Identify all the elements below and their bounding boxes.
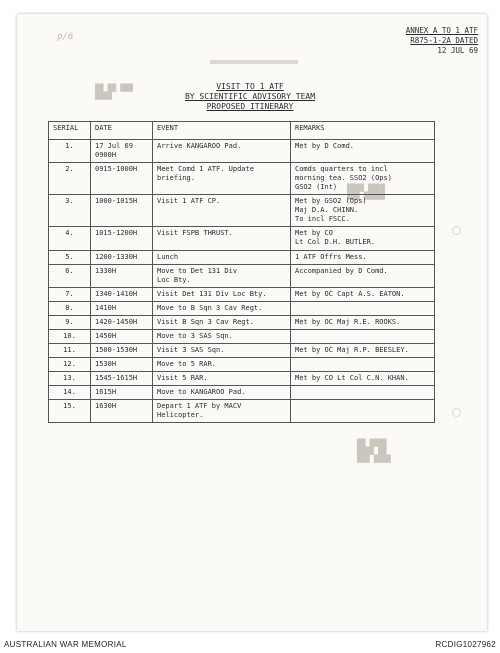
event-cell: [153, 358, 291, 372]
annex-title: ANNEX A TO 1 ATF: [405, 26, 478, 35]
event-cell: [153, 265, 291, 288]
table-row: [49, 265, 435, 288]
date-line: 17 Jul 69: [95, 142, 133, 150]
archive-id: RCDIG1027962: [435, 640, 496, 649]
event-line: briefing.: [157, 174, 195, 182]
serial-cell: 13.: [49, 372, 91, 386]
event-line: Visit Det 131 Div Loc Bty.: [157, 290, 267, 298]
event-line: Move to Det 131 Div: [157, 267, 238, 275]
bleed-through-text: ████ ████ ███ █████: [347, 184, 385, 200]
date-cell: [91, 400, 153, 423]
serial-cell: 12.: [49, 358, 91, 372]
date-line: 1450H: [95, 332, 117, 340]
serial-cell: 14.: [49, 386, 91, 400]
remarks-line: To incl FSCC.: [295, 215, 350, 223]
itinerary-rows: [49, 140, 435, 423]
date-cell: [91, 195, 153, 227]
date-cell: [91, 251, 153, 265]
date-line: 0915-1000H: [95, 165, 138, 173]
remarks-cell: [291, 251, 435, 265]
date-line: 1500-1530H: [95, 346, 138, 354]
table-row: [49, 302, 435, 316]
table-header-row: [49, 122, 435, 140]
event-line: Depart 1 ATF by MACV: [157, 402, 242, 410]
annex-reference: [406, 26, 478, 56]
event-line: Visit 3 SAS Sqn.: [157, 346, 225, 354]
remarks-line: morning tea. SSO2 (Ops): [295, 174, 392, 182]
event-cell: [153, 302, 291, 316]
date-cell: [91, 265, 153, 288]
remarks-line: Comds quarters to incl: [295, 165, 388, 173]
event-line: Visit B Sqn 3 Cav Regt.: [157, 318, 254, 326]
remarks-cell: [291, 227, 435, 251]
date-cell: [91, 358, 153, 372]
header-serial: SERIAL: [49, 122, 91, 140]
event-line: Visit 1 ATF CP.: [157, 197, 221, 205]
date-line: 1545-1615H: [95, 374, 138, 382]
event-cell: [153, 195, 291, 227]
itinerary-table: [48, 121, 435, 423]
table-row: [49, 251, 435, 265]
date-line: 0900H: [95, 151, 117, 159]
annex-ref-number: R875-1-2A DATED: [410, 36, 478, 45]
header-event: EVENT: [153, 122, 291, 140]
event-cell: [153, 372, 291, 386]
table-row: [49, 227, 435, 251]
remarks-cell: [291, 316, 435, 330]
table-row: [49, 358, 435, 372]
serial-cell: 6.: [49, 265, 91, 288]
date-cell: [91, 302, 153, 316]
date-line: 1000-1015H: [95, 197, 138, 205]
date-cell: [91, 163, 153, 195]
serial-cell: 8.: [49, 302, 91, 316]
event-cell: [153, 251, 291, 265]
remarks-line: Met by CO Lt Col C.N. KHAN.: [295, 374, 409, 382]
punch-hole: [452, 408, 461, 417]
event-line: Move to 3 SAS Sqn.: [157, 332, 233, 340]
date-line: 1330H: [95, 267, 117, 275]
event-cell: [153, 330, 291, 344]
date-cell: [91, 140, 153, 163]
remarks-cell: [291, 386, 435, 400]
table-row: [49, 330, 435, 344]
table-row: [49, 386, 435, 400]
faded-heading-bar: [210, 60, 298, 64]
date-line: 1410H: [95, 304, 117, 312]
serial-cell: 11.: [49, 344, 91, 358]
date-line: 1630H: [95, 402, 117, 410]
remarks-line: Met by D Comd.: [295, 142, 355, 150]
remarks-cell: [291, 163, 435, 195]
remarks-line: Accompanied by D Comd.: [295, 267, 388, 275]
annex-date: 12 JUL 69: [437, 46, 478, 55]
date-cell: [91, 344, 153, 358]
serial-cell: 10.: [49, 330, 91, 344]
event-line: Arrive KANGAROO Pad.: [157, 142, 242, 150]
serial-cell: 15.: [49, 400, 91, 423]
punch-hole: [452, 226, 461, 235]
document-title: [0, 82, 500, 112]
serial-cell: 1.: [49, 140, 91, 163]
remarks-cell: [291, 195, 435, 227]
event-line: Visit 5 RAR.: [157, 374, 208, 382]
remarks-line: GSO2 (Int): [295, 183, 338, 191]
serial-cell: 5.: [49, 251, 91, 265]
remarks-cell: [291, 372, 435, 386]
date-cell: [91, 372, 153, 386]
title-line-2: BY SCIENTIFIC ADVISORY TEAM: [184, 92, 316, 101]
event-line: Loc Bty.: [157, 276, 191, 284]
event-line: Visit FSPB THRUST.: [157, 229, 233, 237]
table-row: [49, 140, 435, 163]
remarks-cell: [291, 288, 435, 302]
event-cell: [153, 400, 291, 423]
remarks-line: Met by OC Maj R.E. ROOKS.: [295, 318, 401, 326]
event-line: Move to 5 RAR.: [157, 360, 217, 368]
serial-cell: 7.: [49, 288, 91, 302]
event-cell: [153, 227, 291, 251]
event-line: Meet Comd 1 ATF. Update: [157, 165, 254, 173]
table-row: [49, 400, 435, 423]
date-cell: [91, 330, 153, 344]
date-line: 1615H: [95, 388, 117, 396]
handwritten-mark: ρ/6: [57, 32, 74, 42]
remarks-line: Maj D.A. CHINN.: [295, 206, 359, 214]
remarks-line: Met by OC Maj R.P. BEESLEY.: [295, 346, 409, 354]
header-date: DATE: [91, 122, 153, 140]
table-row: [49, 372, 435, 386]
title-line-3: PROPOSED ITINERARY: [206, 102, 294, 111]
table-row: [49, 344, 435, 358]
event-line: Move to KANGAROO Pad.: [157, 388, 246, 396]
remarks-line: Met by GSO2 (Ops): [295, 197, 367, 205]
event-cell: [153, 140, 291, 163]
date-cell: [91, 316, 153, 330]
date-line: 1340-1410H: [95, 290, 138, 298]
event-cell: [153, 386, 291, 400]
title-line-1: VISIT TO 1 ATF: [216, 82, 284, 91]
remarks-cell: [291, 302, 435, 316]
header-remarks: REMARKS: [291, 122, 435, 140]
remarks-line: Met by OC Capt A.S. EATON.: [295, 290, 405, 298]
table-row: [49, 163, 435, 195]
date-line: 1530H: [95, 360, 117, 368]
date-cell: [91, 288, 153, 302]
archive-credit: AUSTRALIAN WAR MEMORIAL: [4, 640, 127, 649]
remarks-line: 1 ATF Offrs Mess.: [295, 253, 367, 261]
event-cell: [153, 288, 291, 302]
date-cell: [91, 386, 153, 400]
event-cell: [153, 344, 291, 358]
serial-cell: 3.: [49, 195, 91, 227]
remarks-line: Met by CO: [295, 229, 333, 237]
table-row: [49, 288, 435, 302]
remarks-cell: [291, 265, 435, 288]
remarks-cell: [291, 400, 435, 423]
date-cell: [91, 227, 153, 251]
event-line: Helicopter.: [157, 411, 204, 419]
remarks-cell: [291, 330, 435, 344]
table-row: [49, 195, 435, 227]
event-cell: [153, 316, 291, 330]
serial-cell: 9.: [49, 316, 91, 330]
remarks-line: Lt Col D.H. BUTLER.: [295, 238, 376, 246]
remarks-cell: [291, 140, 435, 163]
event-cell: [153, 163, 291, 195]
serial-cell: 4.: [49, 227, 91, 251]
date-line: 1420-1450H: [95, 318, 138, 326]
bleed-through-text: ██ ██ ███ ████: [95, 84, 133, 100]
event-line: Lunch: [157, 253, 179, 261]
date-line: 1015-1200H: [95, 229, 138, 237]
table-row: [49, 316, 435, 330]
event-line: Move to B Sqn 3 Cav Regt.: [157, 304, 263, 312]
remarks-cell: [291, 358, 435, 372]
remarks-cell: [291, 344, 435, 358]
date-line: 1200-1330H: [95, 253, 138, 261]
serial-cell: 2.: [49, 163, 91, 195]
bleed-through-text: ██ ████ ████ ██ ███ ████: [357, 439, 391, 463]
